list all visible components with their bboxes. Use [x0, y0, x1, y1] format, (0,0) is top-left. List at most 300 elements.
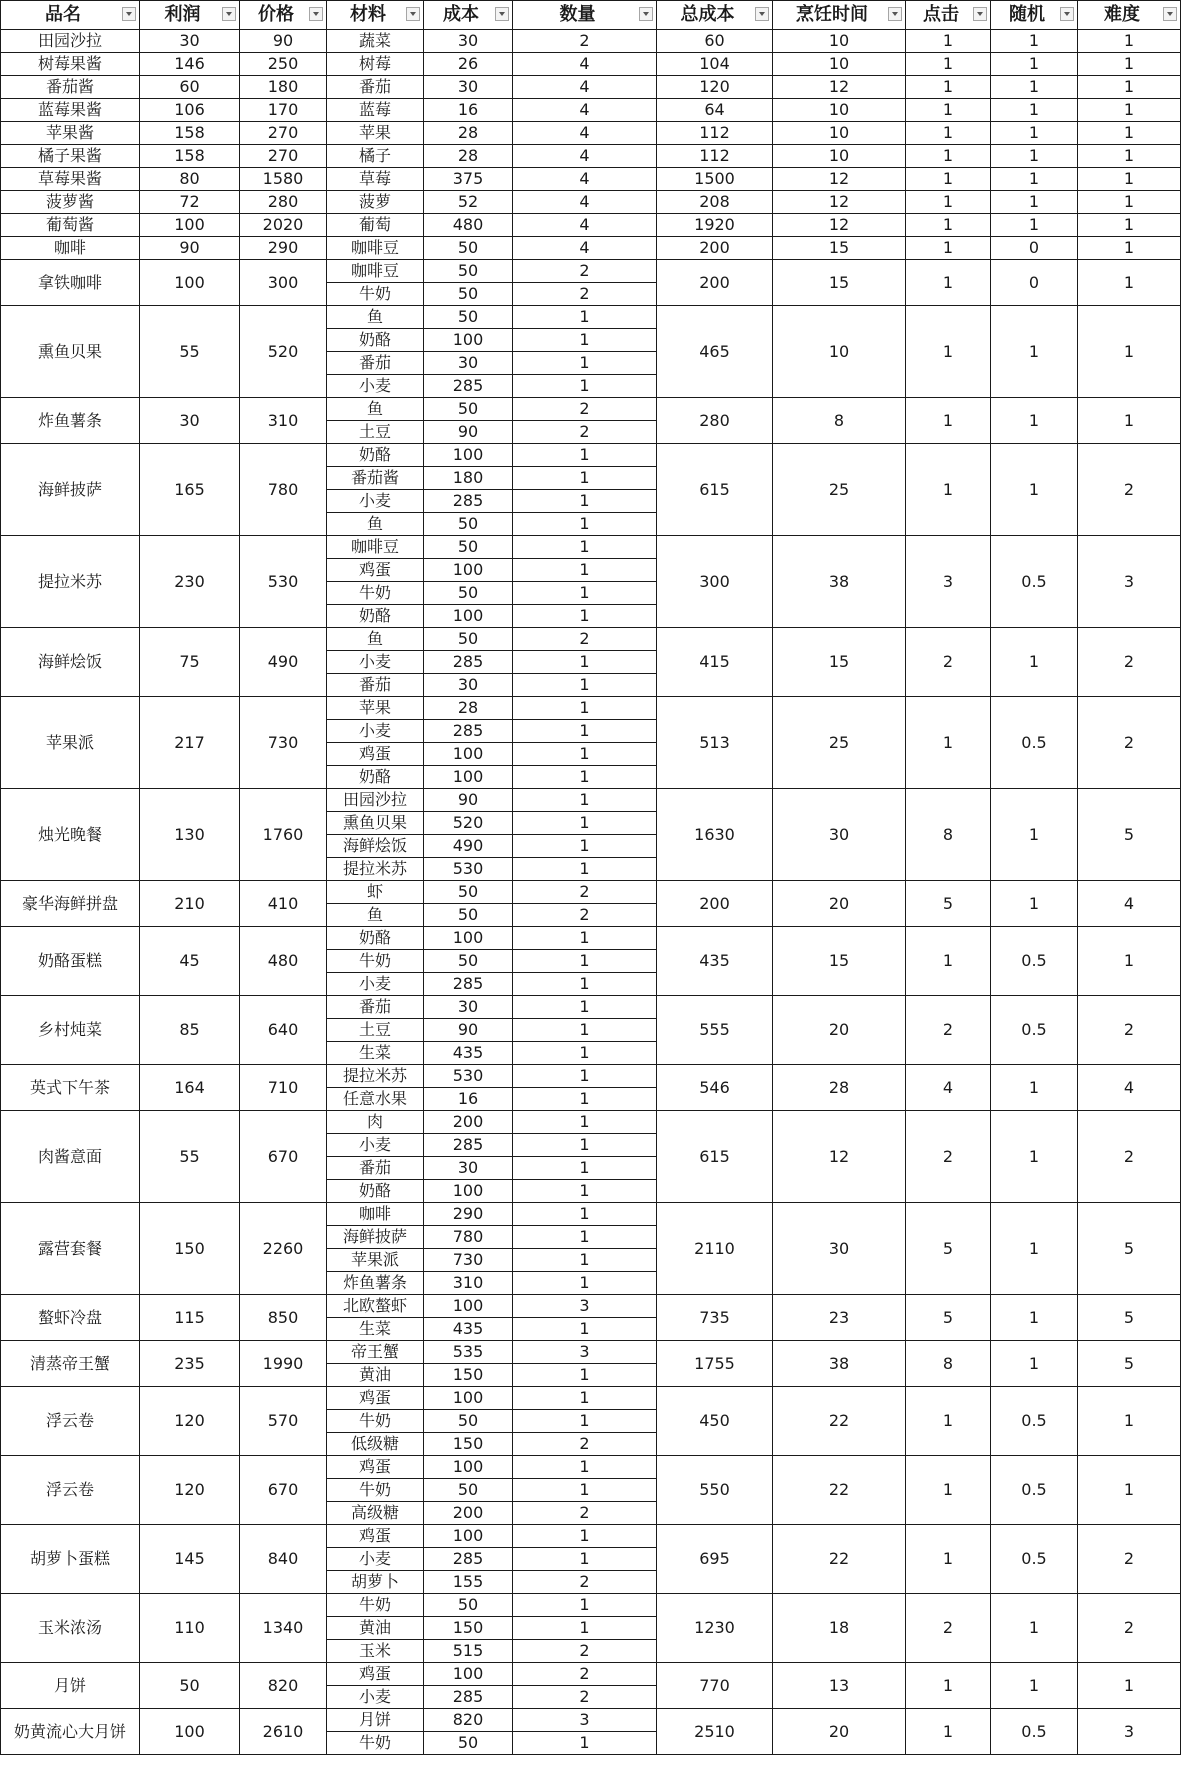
difficulty-cell[interactable]: 1	[1078, 260, 1181, 306]
profit-cell[interactable]: 30	[140, 398, 240, 444]
material-cell[interactable]: 小麦	[327, 490, 424, 513]
quantity-cell[interactable]: 1	[513, 858, 657, 881]
cook-time-cell[interactable]: 20	[773, 996, 906, 1065]
filter-dropdown-icon[interactable]	[888, 7, 902, 21]
random-cell[interactable]: 1	[991, 30, 1078, 53]
profit-cell[interactable]: 80	[140, 168, 240, 191]
quantity-cell[interactable]: 3	[513, 1709, 657, 1732]
difficulty-cell[interactable]: 5	[1078, 789, 1181, 881]
material-cell[interactable]: 小麦	[327, 720, 424, 743]
total-cost-cell[interactable]: 300	[657, 536, 773, 628]
cost-cell[interactable]: 535	[424, 1341, 513, 1364]
quantity-cell[interactable]: 2	[513, 1686, 657, 1709]
material-cell[interactable]: 虾	[327, 881, 424, 904]
quantity-cell[interactable]: 1	[513, 766, 657, 789]
dish-name-cell[interactable]: 橘子果酱	[1, 145, 140, 168]
clicks-cell[interactable]: 1	[906, 1663, 991, 1709]
quantity-cell[interactable]: 1	[513, 1272, 657, 1295]
filter-dropdown-icon[interactable]	[406, 7, 420, 21]
clicks-cell[interactable]: 1	[906, 30, 991, 53]
material-cell[interactable]: 番茄	[327, 352, 424, 375]
clicks-cell[interactable]: 5	[906, 1295, 991, 1341]
profit-cell[interactable]: 130	[140, 789, 240, 881]
cost-cell[interactable]: 200	[424, 1502, 513, 1525]
difficulty-cell[interactable]: 2	[1078, 444, 1181, 536]
random-cell[interactable]: 1	[991, 1203, 1078, 1295]
price-cell[interactable]: 670	[240, 1456, 327, 1525]
material-cell[interactable]: 苹果	[327, 122, 424, 145]
quantity-cell[interactable]: 1	[513, 352, 657, 375]
cost-cell[interactable]: 285	[424, 1134, 513, 1157]
quantity-cell[interactable]: 1	[513, 812, 657, 835]
total-cost-cell[interactable]: 1500	[657, 168, 773, 191]
quantity-cell[interactable]: 2	[513, 421, 657, 444]
price-cell[interactable]: 570	[240, 1387, 327, 1456]
cost-cell[interactable]: 100	[424, 605, 513, 628]
cost-cell[interactable]: 100	[424, 1387, 513, 1410]
quantity-cell[interactable]: 2	[513, 398, 657, 421]
cook-time-cell[interactable]: 15	[773, 260, 906, 306]
price-cell[interactable]: 1760	[240, 789, 327, 881]
material-cell[interactable]: 土豆	[327, 1019, 424, 1042]
cook-time-cell[interactable]: 10	[773, 30, 906, 53]
quantity-cell[interactable]: 4	[513, 53, 657, 76]
quantity-cell[interactable]: 2	[513, 1433, 657, 1456]
quantity-cell[interactable]: 1	[513, 674, 657, 697]
quantity-cell[interactable]: 2	[513, 1571, 657, 1594]
material-cell[interactable]: 番茄酱	[327, 467, 424, 490]
cost-cell[interactable]: 50	[424, 513, 513, 536]
price-cell[interactable]: 520	[240, 306, 327, 398]
price-cell[interactable]: 840	[240, 1525, 327, 1594]
random-cell[interactable]: 1	[991, 789, 1078, 881]
cost-cell[interactable]: 100	[424, 1525, 513, 1548]
quantity-cell[interactable]: 1	[513, 996, 657, 1019]
cook-time-cell[interactable]: 8	[773, 398, 906, 444]
material-cell[interactable]: 咖啡豆	[327, 260, 424, 283]
cost-cell[interactable]: 520	[424, 812, 513, 835]
quantity-cell[interactable]: 2	[513, 1663, 657, 1686]
cost-cell[interactable]: 310	[424, 1272, 513, 1295]
price-cell[interactable]: 310	[240, 398, 327, 444]
material-cell[interactable]: 奶酪	[327, 605, 424, 628]
profit-cell[interactable]: 217	[140, 697, 240, 789]
cook-time-cell[interactable]: 22	[773, 1387, 906, 1456]
dish-name-cell[interactable]: 豪华海鲜拼盘	[1, 881, 140, 927]
profit-cell[interactable]: 30	[140, 30, 240, 53]
total-cost-cell[interactable]: 104	[657, 53, 773, 76]
profit-cell[interactable]: 72	[140, 191, 240, 214]
random-cell[interactable]: 0.5	[991, 536, 1078, 628]
random-cell[interactable]: 1	[991, 1295, 1078, 1341]
material-cell[interactable]: 北欧螯虾	[327, 1295, 424, 1318]
material-cell[interactable]: 鱼	[327, 628, 424, 651]
quantity-cell[interactable]: 1	[513, 559, 657, 582]
total-cost-cell[interactable]: 513	[657, 697, 773, 789]
cook-time-cell[interactable]: 38	[773, 536, 906, 628]
clicks-cell[interactable]: 5	[906, 1203, 991, 1295]
cost-cell[interactable]: 100	[424, 329, 513, 352]
random-cell[interactable]: 1	[991, 99, 1078, 122]
material-cell[interactable]: 番茄	[327, 1157, 424, 1180]
dish-name-cell[interactable]: 菠萝酱	[1, 191, 140, 214]
quantity-cell[interactable]: 1	[513, 1019, 657, 1042]
material-cell[interactable]: 奶酪	[327, 1180, 424, 1203]
random-cell[interactable]: 0.5	[991, 697, 1078, 789]
difficulty-cell[interactable]: 1	[1078, 398, 1181, 444]
profit-cell[interactable]: 146	[140, 53, 240, 76]
dish-name-cell[interactable]: 拿铁咖啡	[1, 260, 140, 306]
random-cell[interactable]: 0.5	[991, 1456, 1078, 1525]
quantity-cell[interactable]: 2	[513, 904, 657, 927]
random-cell[interactable]: 0.5	[991, 1525, 1078, 1594]
total-cost-cell[interactable]: 200	[657, 881, 773, 927]
total-cost-cell[interactable]: 615	[657, 1111, 773, 1203]
random-cell[interactable]: 1	[991, 76, 1078, 99]
price-cell[interactable]: 1340	[240, 1594, 327, 1663]
profit-cell[interactable]: 90	[140, 237, 240, 260]
cook-time-cell[interactable]: 23	[773, 1295, 906, 1341]
quantity-cell[interactable]: 2	[513, 881, 657, 904]
difficulty-cell[interactable]: 1	[1078, 214, 1181, 237]
cost-cell[interactable]: 100	[424, 559, 513, 582]
quantity-cell[interactable]: 1	[513, 1226, 657, 1249]
material-cell[interactable]: 奶酪	[327, 444, 424, 467]
random-cell[interactable]: 1	[991, 444, 1078, 536]
clicks-cell[interactable]: 1	[906, 398, 991, 444]
quantity-cell[interactable]: 1	[513, 720, 657, 743]
difficulty-cell[interactable]: 1	[1078, 1663, 1181, 1709]
cost-cell[interactable]: 50	[424, 260, 513, 283]
total-cost-cell[interactable]: 60	[657, 30, 773, 53]
cost-cell[interactable]: 285	[424, 1548, 513, 1571]
cost-cell[interactable]: 16	[424, 1088, 513, 1111]
total-cost-cell[interactable]: 415	[657, 628, 773, 697]
material-cell[interactable]: 苹果派	[327, 1249, 424, 1272]
dish-name-cell[interactable]: 浮云卷	[1, 1456, 140, 1525]
quantity-cell[interactable]: 2	[513, 1640, 657, 1663]
filter-dropdown-icon[interactable]	[755, 7, 769, 21]
cook-time-cell[interactable]: 12	[773, 168, 906, 191]
cook-time-cell[interactable]: 20	[773, 881, 906, 927]
price-cell[interactable]: 250	[240, 53, 327, 76]
dish-name-cell[interactable]: 番茄酱	[1, 76, 140, 99]
material-cell[interactable]: 帝王蟹	[327, 1341, 424, 1364]
random-cell[interactable]: 1	[991, 1111, 1078, 1203]
material-cell[interactable]: 胡萝卜	[327, 1571, 424, 1594]
clicks-cell[interactable]: 2	[906, 628, 991, 697]
profit-cell[interactable]: 60	[140, 76, 240, 99]
cost-cell[interactable]: 150	[424, 1364, 513, 1387]
material-cell[interactable]: 蓝莓	[327, 99, 424, 122]
cook-time-cell[interactable]: 22	[773, 1456, 906, 1525]
total-cost-cell[interactable]: 695	[657, 1525, 773, 1594]
material-cell[interactable]: 牛奶	[327, 1594, 424, 1617]
price-cell[interactable]: 270	[240, 122, 327, 145]
difficulty-cell[interactable]: 2	[1078, 1111, 1181, 1203]
quantity-cell[interactable]: 1	[513, 444, 657, 467]
quantity-cell[interactable]: 1	[513, 1525, 657, 1548]
profit-cell[interactable]: 210	[140, 881, 240, 927]
cook-time-cell[interactable]: 10	[773, 122, 906, 145]
total-cost-cell[interactable]: 1755	[657, 1341, 773, 1387]
material-cell[interactable]: 高级糖	[327, 1502, 424, 1525]
material-cell[interactable]: 咖啡豆	[327, 536, 424, 559]
difficulty-cell[interactable]: 3	[1078, 536, 1181, 628]
dish-name-cell[interactable]: 海鲜披萨	[1, 444, 140, 536]
cook-time-cell[interactable]: 22	[773, 1525, 906, 1594]
random-cell[interactable]: 1	[991, 1594, 1078, 1663]
cook-time-cell[interactable]: 12	[773, 1111, 906, 1203]
cost-cell[interactable]: 100	[424, 444, 513, 467]
difficulty-cell[interactable]: 5	[1078, 1203, 1181, 1295]
difficulty-cell[interactable]: 1	[1078, 1456, 1181, 1525]
difficulty-cell[interactable]: 1	[1078, 1387, 1181, 1456]
cost-cell[interactable]: 285	[424, 1686, 513, 1709]
material-cell[interactable]: 月饼	[327, 1709, 424, 1732]
profit-cell[interactable]: 75	[140, 628, 240, 697]
cost-cell[interactable]: 30	[424, 30, 513, 53]
quantity-cell[interactable]: 1	[513, 1387, 657, 1410]
price-cell[interactable]: 530	[240, 536, 327, 628]
random-cell[interactable]: 1	[991, 191, 1078, 214]
quantity-cell[interactable]: 4	[513, 214, 657, 237]
clicks-cell[interactable]: 1	[906, 306, 991, 398]
material-cell[interactable]: 小麦	[327, 973, 424, 996]
clicks-cell[interactable]: 1	[906, 122, 991, 145]
price-cell[interactable]: 270	[240, 145, 327, 168]
price-cell[interactable]: 2260	[240, 1203, 327, 1295]
difficulty-cell[interactable]: 2	[1078, 1594, 1181, 1663]
material-cell[interactable]: 咖啡豆	[327, 237, 424, 260]
profit-cell[interactable]: 164	[140, 1065, 240, 1111]
quantity-cell[interactable]: 1	[513, 375, 657, 398]
cost-cell[interactable]: 50	[424, 950, 513, 973]
cost-cell[interactable]: 285	[424, 973, 513, 996]
clicks-cell[interactable]: 2	[906, 1594, 991, 1663]
cook-time-cell[interactable]: 10	[773, 99, 906, 122]
price-cell[interactable]: 730	[240, 697, 327, 789]
cost-cell[interactable]: 100	[424, 766, 513, 789]
material-cell[interactable]: 牛奶	[327, 1410, 424, 1433]
quantity-cell[interactable]: 2	[513, 628, 657, 651]
difficulty-cell[interactable]: 4	[1078, 1065, 1181, 1111]
total-cost-cell[interactable]: 64	[657, 99, 773, 122]
total-cost-cell[interactable]: 1630	[657, 789, 773, 881]
price-cell[interactable]: 670	[240, 1111, 327, 1203]
clicks-cell[interactable]: 2	[906, 996, 991, 1065]
price-cell[interactable]: 780	[240, 444, 327, 536]
difficulty-cell[interactable]: 4	[1078, 881, 1181, 927]
clicks-cell[interactable]: 1	[906, 76, 991, 99]
quantity-cell[interactable]: 1	[513, 927, 657, 950]
difficulty-cell[interactable]: 5	[1078, 1341, 1181, 1387]
material-cell[interactable]: 鱼	[327, 306, 424, 329]
material-cell[interactable]: 奶酪	[327, 927, 424, 950]
quantity-cell[interactable]: 1	[513, 1732, 657, 1755]
material-cell[interactable]: 奶酪	[327, 766, 424, 789]
material-cell[interactable]: 海鲜烩饭	[327, 835, 424, 858]
cook-time-cell[interactable]: 12	[773, 214, 906, 237]
price-cell[interactable]: 1990	[240, 1341, 327, 1387]
total-cost-cell[interactable]: 465	[657, 306, 773, 398]
clicks-cell[interactable]: 1	[906, 53, 991, 76]
cost-cell[interactable]: 730	[424, 1249, 513, 1272]
total-cost-cell[interactable]: 615	[657, 444, 773, 536]
material-cell[interactable]: 小麦	[327, 651, 424, 674]
dish-name-cell[interactable]: 咖啡	[1, 237, 140, 260]
cost-cell[interactable]: 100	[424, 1295, 513, 1318]
profit-cell[interactable]: 150	[140, 1203, 240, 1295]
cost-cell[interactable]: 50	[424, 1410, 513, 1433]
material-cell[interactable]: 黄油	[327, 1364, 424, 1387]
dish-name-cell[interactable]: 浮云卷	[1, 1387, 140, 1456]
cook-time-cell[interactable]: 10	[773, 145, 906, 168]
dish-name-cell[interactable]: 英式下午茶	[1, 1065, 140, 1111]
cost-cell[interactable]: 100	[424, 1663, 513, 1686]
cost-cell[interactable]: 285	[424, 720, 513, 743]
cost-cell[interactable]: 50	[424, 1732, 513, 1755]
random-cell[interactable]: 1	[991, 881, 1078, 927]
cost-cell[interactable]: 180	[424, 467, 513, 490]
difficulty-cell[interactable]: 2	[1078, 628, 1181, 697]
total-cost-cell[interactable]: 735	[657, 1295, 773, 1341]
dish-name-cell[interactable]: 熏鱼贝果	[1, 306, 140, 398]
random-cell[interactable]: 1	[991, 1663, 1078, 1709]
clicks-cell[interactable]: 1	[906, 927, 991, 996]
cost-cell[interactable]: 820	[424, 1709, 513, 1732]
total-cost-cell[interactable]: 112	[657, 122, 773, 145]
quantity-cell[interactable]: 1	[513, 743, 657, 766]
clicks-cell[interactable]: 1	[906, 237, 991, 260]
random-cell[interactable]: 1	[991, 1341, 1078, 1387]
random-cell[interactable]: 1	[991, 1065, 1078, 1111]
cook-time-cell[interactable]: 12	[773, 76, 906, 99]
random-cell[interactable]: 1	[991, 122, 1078, 145]
material-cell[interactable]: 番茄	[327, 674, 424, 697]
filter-dropdown-icon[interactable]	[1060, 7, 1074, 21]
cost-cell[interactable]: 50	[424, 398, 513, 421]
dish-name-cell[interactable]: 草莓果酱	[1, 168, 140, 191]
filter-dropdown-icon[interactable]	[222, 7, 236, 21]
cost-cell[interactable]: 28	[424, 697, 513, 720]
cost-cell[interactable]: 290	[424, 1203, 513, 1226]
quantity-cell[interactable]: 2	[513, 283, 657, 306]
profit-cell[interactable]: 50	[140, 1663, 240, 1709]
cost-cell[interactable]: 100	[424, 1180, 513, 1203]
total-cost-cell[interactable]: 2110	[657, 1203, 773, 1295]
material-cell[interactable]: 任意水果	[327, 1088, 424, 1111]
price-cell[interactable]: 490	[240, 628, 327, 697]
cost-cell[interactable]: 52	[424, 191, 513, 214]
cost-cell[interactable]: 90	[424, 789, 513, 812]
clicks-cell[interactable]: 1	[906, 444, 991, 536]
quantity-cell[interactable]: 4	[513, 237, 657, 260]
cost-cell[interactable]: 155	[424, 1571, 513, 1594]
cook-time-cell[interactable]: 15	[773, 237, 906, 260]
random-cell[interactable]: 0.5	[991, 996, 1078, 1065]
quantity-cell[interactable]: 4	[513, 122, 657, 145]
profit-cell[interactable]: 55	[140, 306, 240, 398]
quantity-cell[interactable]: 1	[513, 697, 657, 720]
random-cell[interactable]: 1	[991, 53, 1078, 76]
cook-time-cell[interactable]: 30	[773, 1203, 906, 1295]
material-cell[interactable]: 葡萄	[327, 214, 424, 237]
difficulty-cell[interactable]: 1	[1078, 191, 1181, 214]
profit-cell[interactable]: 235	[140, 1341, 240, 1387]
cost-cell[interactable]: 285	[424, 651, 513, 674]
cost-cell[interactable]: 30	[424, 352, 513, 375]
difficulty-cell[interactable]: 1	[1078, 99, 1181, 122]
total-cost-cell[interactable]: 112	[657, 145, 773, 168]
filter-dropdown-icon[interactable]	[639, 7, 653, 21]
material-cell[interactable]: 牛奶	[327, 1732, 424, 1755]
difficulty-cell[interactable]: 1	[1078, 76, 1181, 99]
quantity-cell[interactable]: 1	[513, 513, 657, 536]
quantity-cell[interactable]: 4	[513, 76, 657, 99]
material-cell[interactable]: 橘子	[327, 145, 424, 168]
random-cell[interactable]: 1	[991, 398, 1078, 444]
total-cost-cell[interactable]: 1920	[657, 214, 773, 237]
quantity-cell[interactable]: 1	[513, 1617, 657, 1640]
total-cost-cell[interactable]: 550	[657, 1456, 773, 1525]
dish-name-cell[interactable]: 螯虾冷盘	[1, 1295, 140, 1341]
cost-cell[interactable]: 16	[424, 99, 513, 122]
random-cell[interactable]: 0	[991, 260, 1078, 306]
dish-name-cell[interactable]: 苹果酱	[1, 122, 140, 145]
dish-name-cell[interactable]: 树莓果酱	[1, 53, 140, 76]
dish-name-cell[interactable]: 露营套餐	[1, 1203, 140, 1295]
difficulty-cell[interactable]: 1	[1078, 306, 1181, 398]
cost-cell[interactable]: 50	[424, 628, 513, 651]
material-cell[interactable]: 菠萝	[327, 191, 424, 214]
profit-cell[interactable]: 165	[140, 444, 240, 536]
quantity-cell[interactable]: 4	[513, 168, 657, 191]
total-cost-cell[interactable]: 546	[657, 1065, 773, 1111]
dish-name-cell[interactable]: 提拉米苏	[1, 536, 140, 628]
quantity-cell[interactable]: 1	[513, 1111, 657, 1134]
cook-time-cell[interactable]: 28	[773, 1065, 906, 1111]
random-cell[interactable]: 0.5	[991, 927, 1078, 996]
quantity-cell[interactable]: 1	[513, 1594, 657, 1617]
random-cell[interactable]: 1	[991, 628, 1078, 697]
dish-name-cell[interactable]: 奶黄流心大月饼	[1, 1709, 140, 1755]
quantity-cell[interactable]: 1	[513, 1042, 657, 1065]
material-cell[interactable]: 鸡蛋	[327, 1663, 424, 1686]
total-cost-cell[interactable]: 280	[657, 398, 773, 444]
filter-dropdown-icon[interactable]	[495, 7, 509, 21]
quantity-cell[interactable]: 1	[513, 1088, 657, 1111]
total-cost-cell[interactable]: 1230	[657, 1594, 773, 1663]
cook-time-cell[interactable]: 15	[773, 628, 906, 697]
cost-cell[interactable]: 50	[424, 237, 513, 260]
cook-time-cell[interactable]: 12	[773, 191, 906, 214]
cook-time-cell[interactable]: 38	[773, 1341, 906, 1387]
material-cell[interactable]: 黄油	[327, 1617, 424, 1640]
cost-cell[interactable]: 50	[424, 582, 513, 605]
material-cell[interactable]: 鱼	[327, 513, 424, 536]
cook-time-cell[interactable]: 10	[773, 53, 906, 76]
clicks-cell[interactable]: 4	[906, 1065, 991, 1111]
dish-name-cell[interactable]: 海鲜烩饭	[1, 628, 140, 697]
price-cell[interactable]: 640	[240, 996, 327, 1065]
price-cell[interactable]: 180	[240, 76, 327, 99]
dish-name-cell[interactable]: 清蒸帝王蟹	[1, 1341, 140, 1387]
cost-cell[interactable]: 150	[424, 1617, 513, 1640]
clicks-cell[interactable]: 5	[906, 881, 991, 927]
price-cell[interactable]: 820	[240, 1663, 327, 1709]
material-cell[interactable]: 田园沙拉	[327, 789, 424, 812]
